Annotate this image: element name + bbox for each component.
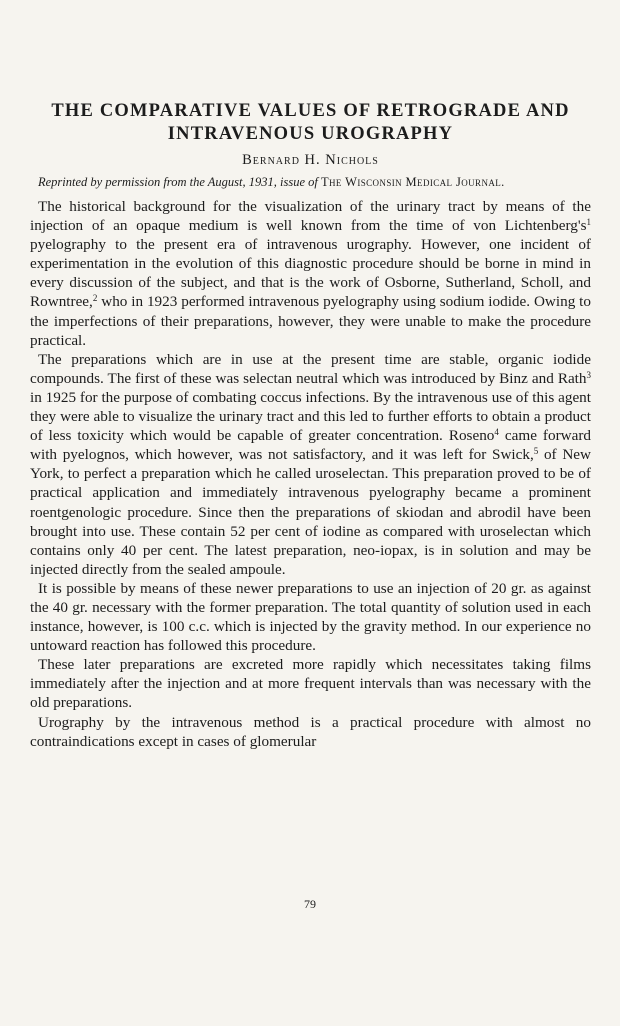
paragraph-text: of New York, to perfect a preparation which he called uroselectan. This preparation proved to be of practical application and immediately intravenous pyelography became a prominent roentgenologic procedure. Since then the preparations of skiodan and abrodil have been brought into use. These contain 52 per cent of iodine as compared with uroselectan which contains only 40 per cent. The latest preparation, neo-iopax, is in solution and may be injected directly from the sealed ampoule. xyxy=(30,446,591,578)
paragraph-2 xyxy=(30,350,591,579)
paragraph-text: came forward with pyelognos, which however, was not satisfactory, and it was left for Swick, xyxy=(30,427,592,464)
title-line-2: INTRAVENOUS UROGRAPHY xyxy=(167,124,454,144)
paragraph-3: It is possible by means of these newer preparations to use an injection of 20 gr. as against the 40 gr. necessary with the former preparation. The total quantity of solution used in each instance, however, is 100 c.c. which is injected by the gravity method. In our experience no untoward reaction has followed this procedure. xyxy=(30,579,591,655)
reference-mark: 3 xyxy=(586,369,591,380)
paragraph-text: The historical background for the visualization of the urinary tract by means of the injection of an opaque medium is well known from the time of von Lichtenberg's xyxy=(30,198,591,235)
paragraph-text: The preparations which are in use at the present time are stable, organic iodide compounds. The first of these was selectan neutral which was introduced by Binz and Rath xyxy=(30,350,591,387)
author-name: Bernard H. Nichols xyxy=(242,152,379,168)
paragraph-1 xyxy=(30,197,591,350)
reference-mark: 2 xyxy=(92,293,98,304)
title-line-1: THE COMPARATIVE VALUES OF RETROGRADE AND xyxy=(51,101,570,121)
article-page xyxy=(30,100,591,751)
reference-mark: 5 xyxy=(533,446,539,457)
paragraph-text: in 1925 for the purpose of combating coccus infections. By the intravenous use of this agent they were able to visualize the urinary tract and this led to further efforts to obtain a product of less toxicity which would be capable of greater concentration. Roseno xyxy=(30,388,591,445)
paragraph-text: who in 1923 performed intravenous pyelography using sodium iodide. Owing to the imperfections of their preparations, however, they were unable to make the procedure practical. xyxy=(30,293,591,349)
paragraph-4: These later preparations are excreted more rapidly which necessitates taking films immediately after the injection and at more frequent intervals than was necessary with the old preparations. xyxy=(30,656,591,712)
reprint-italic: Reprinted by permission from the August, 1931, issue of xyxy=(38,175,318,189)
page-number: 79 xyxy=(304,897,316,911)
reference-mark: 1 xyxy=(586,217,591,228)
reference-mark: 4 xyxy=(494,427,499,438)
article-title xyxy=(30,100,591,146)
paragraph-text: pyelography to the present era of intravenous urography. However, one incident of experimentation in the evolution of this diagnostic procedure should be borne in mind in every discussion of the subject, and that is the work of Osborne, Sutherland, Scholl, and Rowntree, xyxy=(30,236,591,311)
journal-name: The Wisconsin Medical Journal. xyxy=(320,175,505,189)
reprint-note xyxy=(30,173,591,191)
paragraph-5: Urography by the intravenous method is a practical procedure with almost no contraindications except in cases of glomerular xyxy=(30,713,591,750)
